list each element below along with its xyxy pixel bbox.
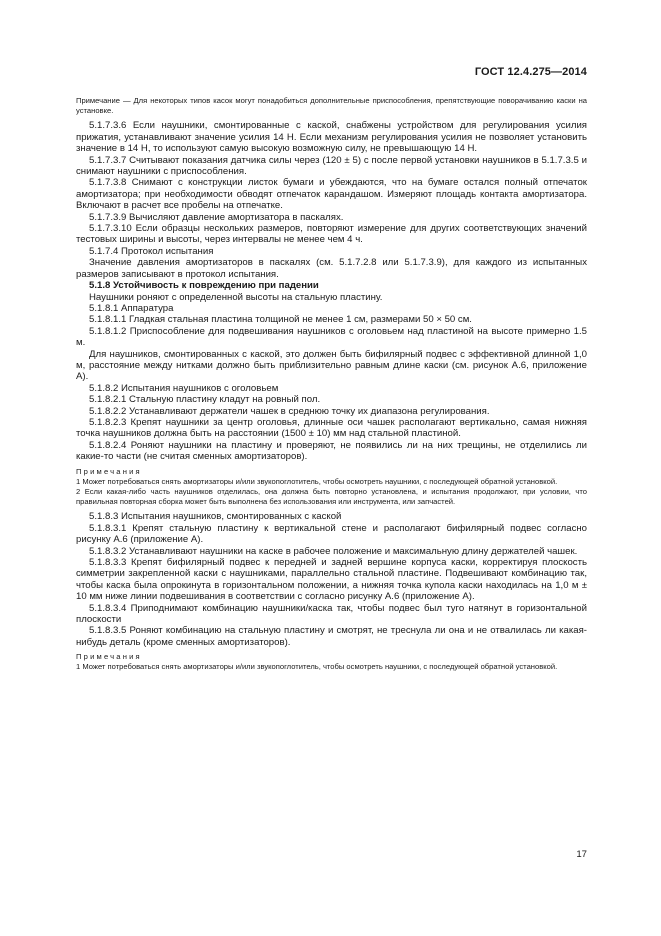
clause-5-1-7-3-10: 5.1.7.3.10 Если образцы нескольких размеров, повторяют измерение для других соответствующих значений тестовых ширины и высоты, через интервалы не менее чем 4 ч.	[76, 223, 587, 246]
note-1-a: 1 Может потребоваться снять амортизаторы и/или звукопоглотитель, чтобы осмотреть наушники, с последующей обратной установкой.	[76, 476, 558, 486]
note-helmet-rotation: Примечание — Для некоторых типов касок могут понадобиться дополнительные приспособления, препятствующие поворачиванию каски на установке.	[76, 96, 587, 116]
clause-5-1-7-3-8: 5.1.7.3.8 Снимают с конструкции листок бумаги и убеждаются, что на бумаге остался полный отпечаток амортизатора; при необходимости обводят отпечаток карандашом. Измеряют площадь контакта амортизатора. Включают в расчет все пробелы на отпечатке.	[76, 177, 587, 212]
document-body	[76, 96, 587, 673]
clause-5-1-8-2: 5.1.8.2 Испытания наушников с оголовьем	[89, 382, 279, 394]
clause-5-1-8-text: Наушники роняют с определенной высоты на стальную пластину.	[89, 291, 383, 303]
clause-5-1-8-3: 5.1.8.3 Испытания наушников, смонтированных с каской	[89, 511, 342, 523]
clause-5-1-8-2-3: 5.1.8.2.3 Крепят наушники за центр оголовья, длинные оси чашек располагают вертикально, самая нижняя точка наушников должна быть на расстоянии (1500 ± 10) мм над стальной пластиной.	[76, 416, 587, 440]
clause-5-1-8-1-1: 5.1.8.1.1 Гладкая стальная пластина толщиной не менее 1 см, размерами 50 × 50 см.	[89, 314, 472, 326]
page-number: 17	[576, 849, 587, 860]
clause-5-1-8-1-2: 5.1.8.1.2 Приспособление для подвешивания наушников с оголовьем над пластиной на высоте примерно 1.5 м.	[76, 325, 587, 349]
clause-5-1-8-3-3: 5.1.8.3.3 Крепят бифилярный подвес к передней и задней вершине корпуса каски, корректируя плоскость симметрии закрепленной каски с наушниками, параллельно стальной пластине. Подвешивают комбинацию так, чтобы каска была опрокинута в горизонтальном положении, а нижняя точка купола каски находилась на 1,0 м ± 10 мм ниже линии подвешивания в соответствии с согласно рисунку А.6 (приложение А).	[76, 557, 587, 603]
clause-5-1-7-3-6: 5.1.7.3.6 Если наушники, смонтированные с каской, снабжены устройством для регулирования усилия прижатия, устанавливают значение усилия 14 Н. Если механизм регулирования усилия не позволяет установить значение в 14 Н, то используют самую высокую возможную силу, не превышающую 14 Н.	[76, 120, 587, 155]
document-header: ГОСТ 12.4.275—2014	[474, 66, 587, 78]
clause-5-1-7-4: 5.1.7.4 Протокол испытания	[89, 245, 214, 257]
clause-5-1-8-heading: 5.1.8 Устойчивость к повреждению при падении	[89, 280, 319, 292]
clause-5-1-8-3-4: 5.1.8.3.4 Приподнимают комбинацию наушники/каска так, чтобы подвес был туго натянут в горизонтальной плоскости	[76, 602, 587, 626]
clause-5-1-8-3-5: 5.1.8.3.5 Роняют комбинацию на стальную пластину и смотрят, не треснула ли она и не отвалилась ли какая-нибудь деталь (кроме сменных амортизаторов).	[76, 625, 587, 648]
clause-5-1-8-2-2: 5.1.8.2.2 Устанавливают держатели чашек в среднюю точку их диапазона регулирования.	[89, 405, 490, 417]
clause-5-1-8-1-2-text: Для наушников, смонтированных с каской, это должен быть бифилярный подвес с эффективной длинной 1,0 м, расстояние между нитками должно быть приблизительно равным длине каски (см. рисунок А.6, приложение А).	[76, 348, 587, 383]
clause-5-1-8-2-4: 5.1.8.2.4 Роняют наушники на пластину и проверяют, не появились ли на них трещины, не отделились ли какие-то части (не считая сменных амортизаторов).	[76, 439, 587, 463]
notes-heading-2: Примечания	[76, 652, 142, 662]
clause-5-1-8-1: 5.1.8.1 Аппаратура	[89, 302, 174, 314]
notes-heading-1: Примечания	[76, 466, 142, 476]
clause-5-1-7-3-9: 5.1.7.3.9 Вычисляют давление амортизатора в паскалях.	[89, 211, 344, 223]
clause-5-1-7-4-text: Значение давления амортизаторов в паскалях (см. 5.1.7.2.8 или 5.1.7.3.9), для каждого из испытанных размеров записывают в протокол испытания.	[76, 257, 587, 280]
clause-5-1-8-3-1: 5.1.8.3.1 Крепят стальную пластину к вертикальной стене и располагают бифилярный подвес согласно рисунку А.6 (приложение А).	[76, 522, 587, 546]
note-2-a: 2 Если какая-либо часть наушников отделилась, она должна быть повторно установлена, и испытания продолжают, при условии, что правильная повторная сборка может быть выполнена без использования или инструмента, или запчастей.	[76, 487, 587, 507]
clause-5-1-8-3-2: 5.1.8.3.2 Устанавливают наушники на каске в рабочее положение и максимальную длину держателей чашек.	[89, 545, 578, 557]
clause-5-1-8-2-1: 5.1.8.2.1 Стальную пластину кладут на ровный пол.	[89, 394, 321, 406]
note-1-b: 1 Может потребоваться снять амортизаторы и/или звукопоглотитель, чтобы осмотреть наушники, с последующей обратной установкой.	[76, 662, 558, 672]
clause-5-1-7-3-7: 5.1.7.3.7 Считывают показания датчика силы через (120 ± 5) с после первой установки наушников в 5.1.7.3.5 и снимают наушники с приспособления.	[76, 154, 587, 178]
